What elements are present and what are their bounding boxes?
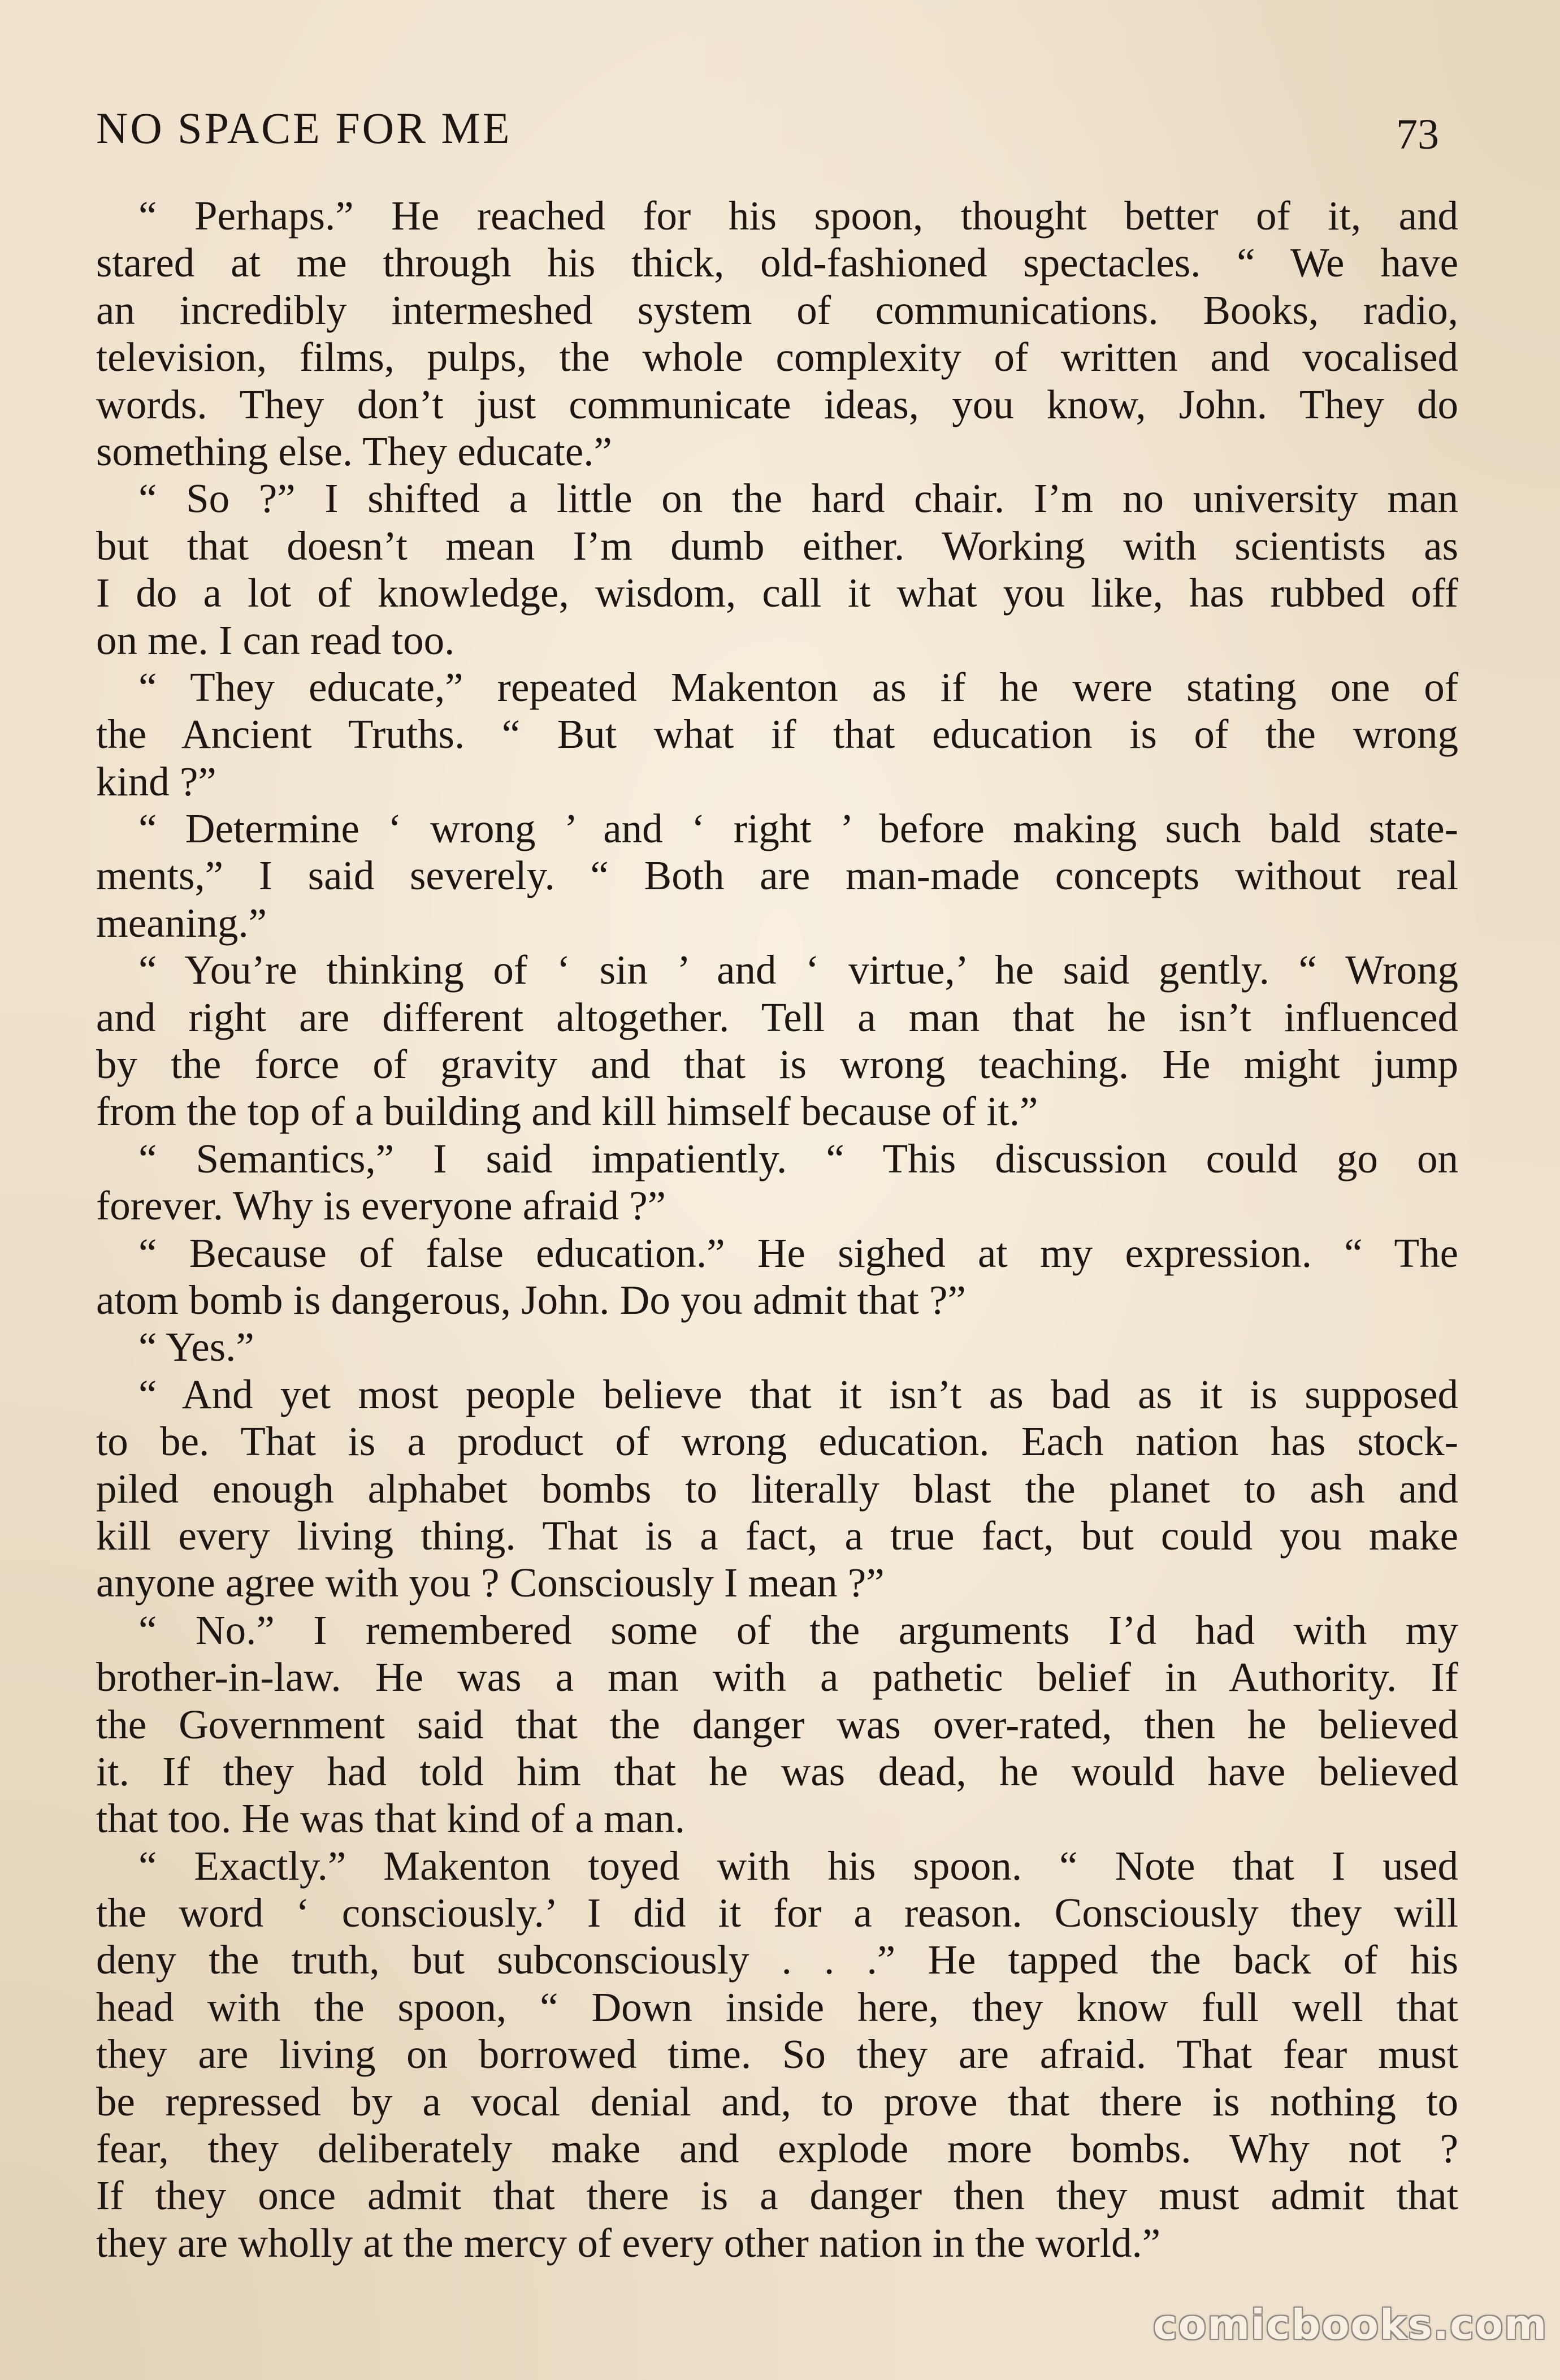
text-line: on me. I can read too. <box>96 617 455 663</box>
text-line: “ So ?” I shifted a little on the hard chair. I’m no university man <box>138 475 1458 522</box>
text-line: to be. That is a product of wrong education. Each nation has stock- <box>96 1418 1458 1465</box>
text-line: “ Yes.” <box>138 1324 254 1370</box>
text-line: kind ?” <box>96 758 216 804</box>
text-line: kill every living thing. That is a fact, a true fact, but could you make <box>96 1512 1458 1559</box>
text-line: “ Because of false education.” He sighed at my expression. “ The <box>138 1230 1458 1276</box>
text-line: by the force of gravity and that is wrong teaching. He might jump <box>96 1041 1458 1088</box>
body-text <box>96 192 1458 2266</box>
text-line: “ They educate,” repeated Makenton as if he were stating one of <box>138 664 1458 710</box>
text-line: forever. Why is everyone afraid ?” <box>96 1183 666 1229</box>
text-line: “ You’re thinking of ‘ sin ’ and ‘ virtue,’ he said gently. “ Wrong <box>138 947 1458 993</box>
text-line: meaning.” <box>96 899 267 946</box>
text-line: something else. They educate.” <box>96 428 612 474</box>
text-line: “ No.” I remembered some of the arguments I’d had with my <box>138 1607 1458 1653</box>
text-line: the Ancient Truths. “ But what if that education is of the wrong <box>96 711 1458 758</box>
text-line: head with the spoon, “ Down inside here, they know full well that <box>96 1984 1458 2030</box>
text-line: they are living on borrowed time. So they are afraid. That fear must <box>96 2031 1458 2078</box>
text-line: “ Perhaps.” He reached for his spoon, thought better of it, and <box>138 193 1458 239</box>
text-line: they are wholly at the mercy of every other nation in the world.” <box>96 2219 1161 2266</box>
text-line: “ Determine ‘ wrong ’ and ‘ right ’ before making such bald state- <box>138 806 1458 852</box>
text-line: from the top of a building and kill himself because of it.” <box>96 1088 1038 1135</box>
text-line: be repressed by a vocal denial and, to prove that there is nothing to <box>96 2078 1458 2124</box>
text-line: ments,” I said severely. “ Both are man-made concepts without real <box>96 853 1458 899</box>
text-line: television, films, pulps, the whole complexity of written and vocalised <box>96 334 1458 380</box>
text-line: stared at me through his thick, old-fashioned spectacles. “ We have <box>96 240 1458 286</box>
watermark-logo: comicbooks.com <box>1153 2301 1548 2348</box>
text-line: but that doesn’t mean I’m dumb either. Working with scientists as <box>96 522 1458 569</box>
text-line: fear, they deliberately make and explode more bombs. Why not ? <box>96 2126 1458 2172</box>
text-line: words. They don’t just communicate ideas, you know, John. They do <box>96 381 1458 427</box>
text-line: atom bomb is dangerous, John. Do you admit that ?” <box>96 1276 966 1323</box>
text-line: “ Exactly.” Makenton toyed with his spoon. “ Note that I used <box>138 1842 1458 1889</box>
text-line: the word ‘ consciously.’ I did it for a reason. Consciously they will <box>96 1890 1458 1936</box>
text-line: If they once admit that there is a danger then they must admit that <box>96 2173 1458 2219</box>
text-line: the Government said that the danger was over-rated, then he believed <box>96 1701 1458 1747</box>
text-line: anyone agree with you ? Consciously I mean ?” <box>96 1560 885 1606</box>
text-line: and right are different altogether. Tell a man that he isn’t influenced <box>96 994 1458 1040</box>
page-number: 73 <box>1396 111 1439 158</box>
text-line: “ Semantics,” I said impatiently. “ This discussion could go on <box>138 1135 1458 1182</box>
text-line: “ And yet most people believe that it isn’t as bad as it is supposed <box>138 1371 1458 1417</box>
text-line: that too. He was that kind of a man. <box>96 1795 686 1842</box>
text-line: piled enough alphabet bombs to literally blast the planet to ash and <box>96 1465 1458 1512</box>
text-line: brother-in-law. He was a man with a pathetic belief in Authority. If <box>96 1654 1458 1700</box>
text-line: it. If they had told him that he was dead, he would have believed <box>96 1748 1458 1794</box>
text-line: I do a lot of knowledge, wisdom, call it what you like, has rubbed off <box>96 570 1458 616</box>
running-title: NO SPACE FOR ME <box>96 103 512 153</box>
text-line: deny the truth, but subconsciously . . .” He tapped the back of his <box>96 1937 1458 1983</box>
text-line: an incredibly intermeshed system of communications. Books, radio, <box>96 287 1458 333</box>
